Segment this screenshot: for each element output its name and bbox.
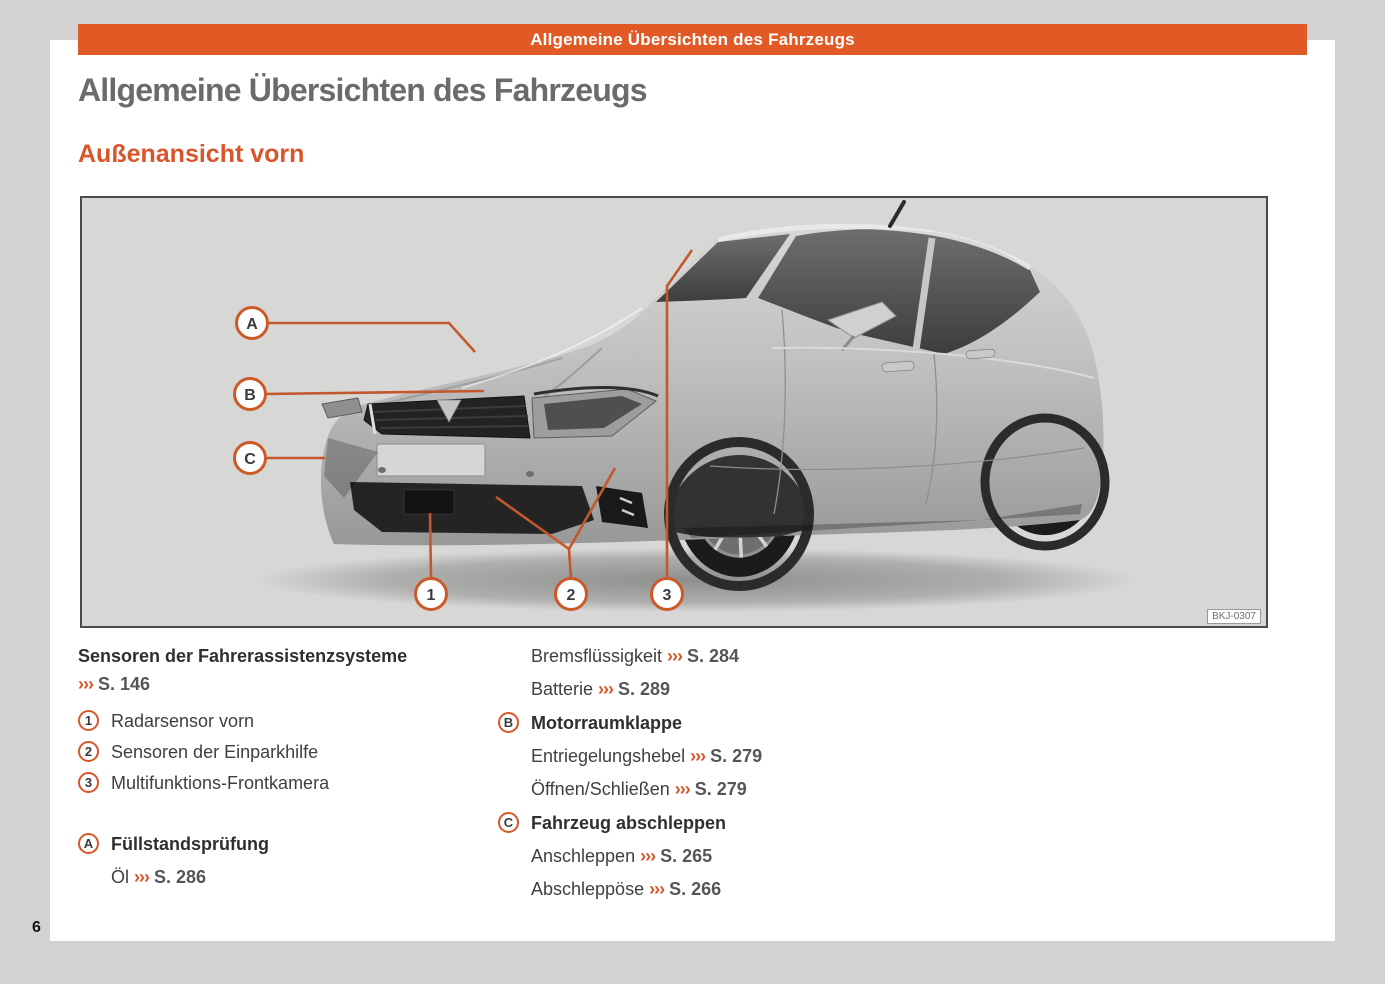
callout-marker-3: 3 <box>78 772 99 793</box>
legend-row <box>498 712 948 734</box>
legend-row <box>498 879 948 900</box>
legend-row <box>498 679 948 700</box>
front-door-handle <box>882 361 915 372</box>
callout-marker-A: A <box>78 833 99 854</box>
legend-entry-label: Öffnen/Schließen <box>531 779 675 799</box>
legend-left-column <box>78 646 508 900</box>
legend-row <box>78 833 508 855</box>
callout-marker-B: B <box>498 712 519 733</box>
legend-heading: Sensoren der Fahrerassistenzsysteme <box>78 646 408 666</box>
chevron-marker: ››› <box>134 867 149 887</box>
page-ref-text: S. 286 <box>149 867 207 887</box>
chevron-marker: ››› <box>674 779 690 799</box>
vehicle-front-figure <box>80 196 1268 628</box>
callout-1 <box>416 579 447 610</box>
legend-row <box>498 846 948 867</box>
license-plate <box>377 444 485 476</box>
page-ref-text: S. 279 <box>705 746 763 766</box>
svg-text:A: A <box>246 316 258 333</box>
front-radar-sensor <box>404 490 454 514</box>
page-ref-text: S. 266 <box>664 879 722 899</box>
legend-row <box>498 779 948 800</box>
callout-3 <box>652 579 683 610</box>
callout-b <box>235 379 266 410</box>
chevron-marker: ››› <box>598 679 614 699</box>
legend-row <box>78 710 508 732</box>
section-heading: Außenansicht vorn <box>78 140 305 168</box>
car-illustration <box>82 198 1266 626</box>
legend-entry-label: Abschleppöse <box>531 879 650 899</box>
legend-row <box>78 772 508 794</box>
legend-entry-label: Bremsflüssigkeit <box>531 646 668 666</box>
callout-marker-1: 1 <box>78 710 99 731</box>
callout-c <box>235 443 266 474</box>
legend-row <box>498 812 948 834</box>
image-code: BKJ-0307 <box>1207 609 1261 624</box>
callout-2 <box>556 579 587 610</box>
legend-entry-label: Anschleppen <box>531 846 641 866</box>
chapter-header-bar <box>78 24 1307 55</box>
chevron-marker: ››› <box>667 646 683 666</box>
legend-item-label: Radarsensor vorn <box>111 711 255 731</box>
callout-marker-C: C <box>498 812 519 833</box>
legend-row <box>78 741 508 763</box>
legend-row <box>78 803 508 833</box>
svg-text:1: 1 <box>426 587 436 604</box>
callout-a <box>237 308 268 339</box>
legend-item-label: Sensoren der Einparkhilfe <box>111 742 319 762</box>
legend-item-label: Multifunktions-Frontkamera <box>111 773 330 793</box>
page-ref-text: S. 279 <box>689 779 747 799</box>
page-ref-text: S. 265 <box>655 846 713 866</box>
legend-entry-label: Batterie <box>531 679 599 699</box>
chevron-marker: ››› <box>640 846 656 866</box>
callout-line-1 <box>430 513 431 579</box>
legend-row <box>498 646 948 667</box>
legend-row <box>78 867 508 888</box>
legend-entry-label: Entriegelungshebel <box>531 746 691 766</box>
legend-row <box>498 746 948 767</box>
svg-text:3: 3 <box>662 587 672 604</box>
svg-text:2: 2 <box>566 587 576 604</box>
rear-door-handle <box>966 349 995 359</box>
parking-sensor-left <box>378 467 386 473</box>
parking-sensor-right <box>526 471 534 477</box>
page-ref-text: S. 289 <box>613 679 671 699</box>
legend-item-label: Motorraumklappe <box>531 713 683 733</box>
page-ref-text: S. 146 <box>92 674 151 694</box>
callout-marker-2: 2 <box>78 741 99 762</box>
svg-text:C: C <box>244 451 256 468</box>
legend-entry-label: Öl <box>111 867 135 887</box>
bumper-air-intake <box>350 482 594 534</box>
roof-antenna <box>890 202 904 226</box>
page-reference <box>78 674 508 695</box>
legend-row <box>78 646 508 695</box>
page-number: 6 <box>32 919 41 936</box>
page-title: Allgemeine Übersichten des Fahrzeugs <box>78 72 647 108</box>
legend-item-label: Füllstandsprüfung <box>111 834 269 854</box>
chapter-header-title: Allgemeine Übersichten des Fahrzeugs <box>530 29 855 49</box>
callout-line-a <box>266 323 475 352</box>
page-ref-text: S. 284 <box>682 646 740 666</box>
chevron-marker: ››› <box>690 746 706 766</box>
legend-right-column <box>498 646 948 912</box>
legend-item-label: Fahrzeug abschleppen <box>531 813 727 833</box>
svg-text:B: B <box>244 387 256 404</box>
chevron-marker: ››› <box>78 674 93 694</box>
chevron-marker: ››› <box>649 879 665 899</box>
